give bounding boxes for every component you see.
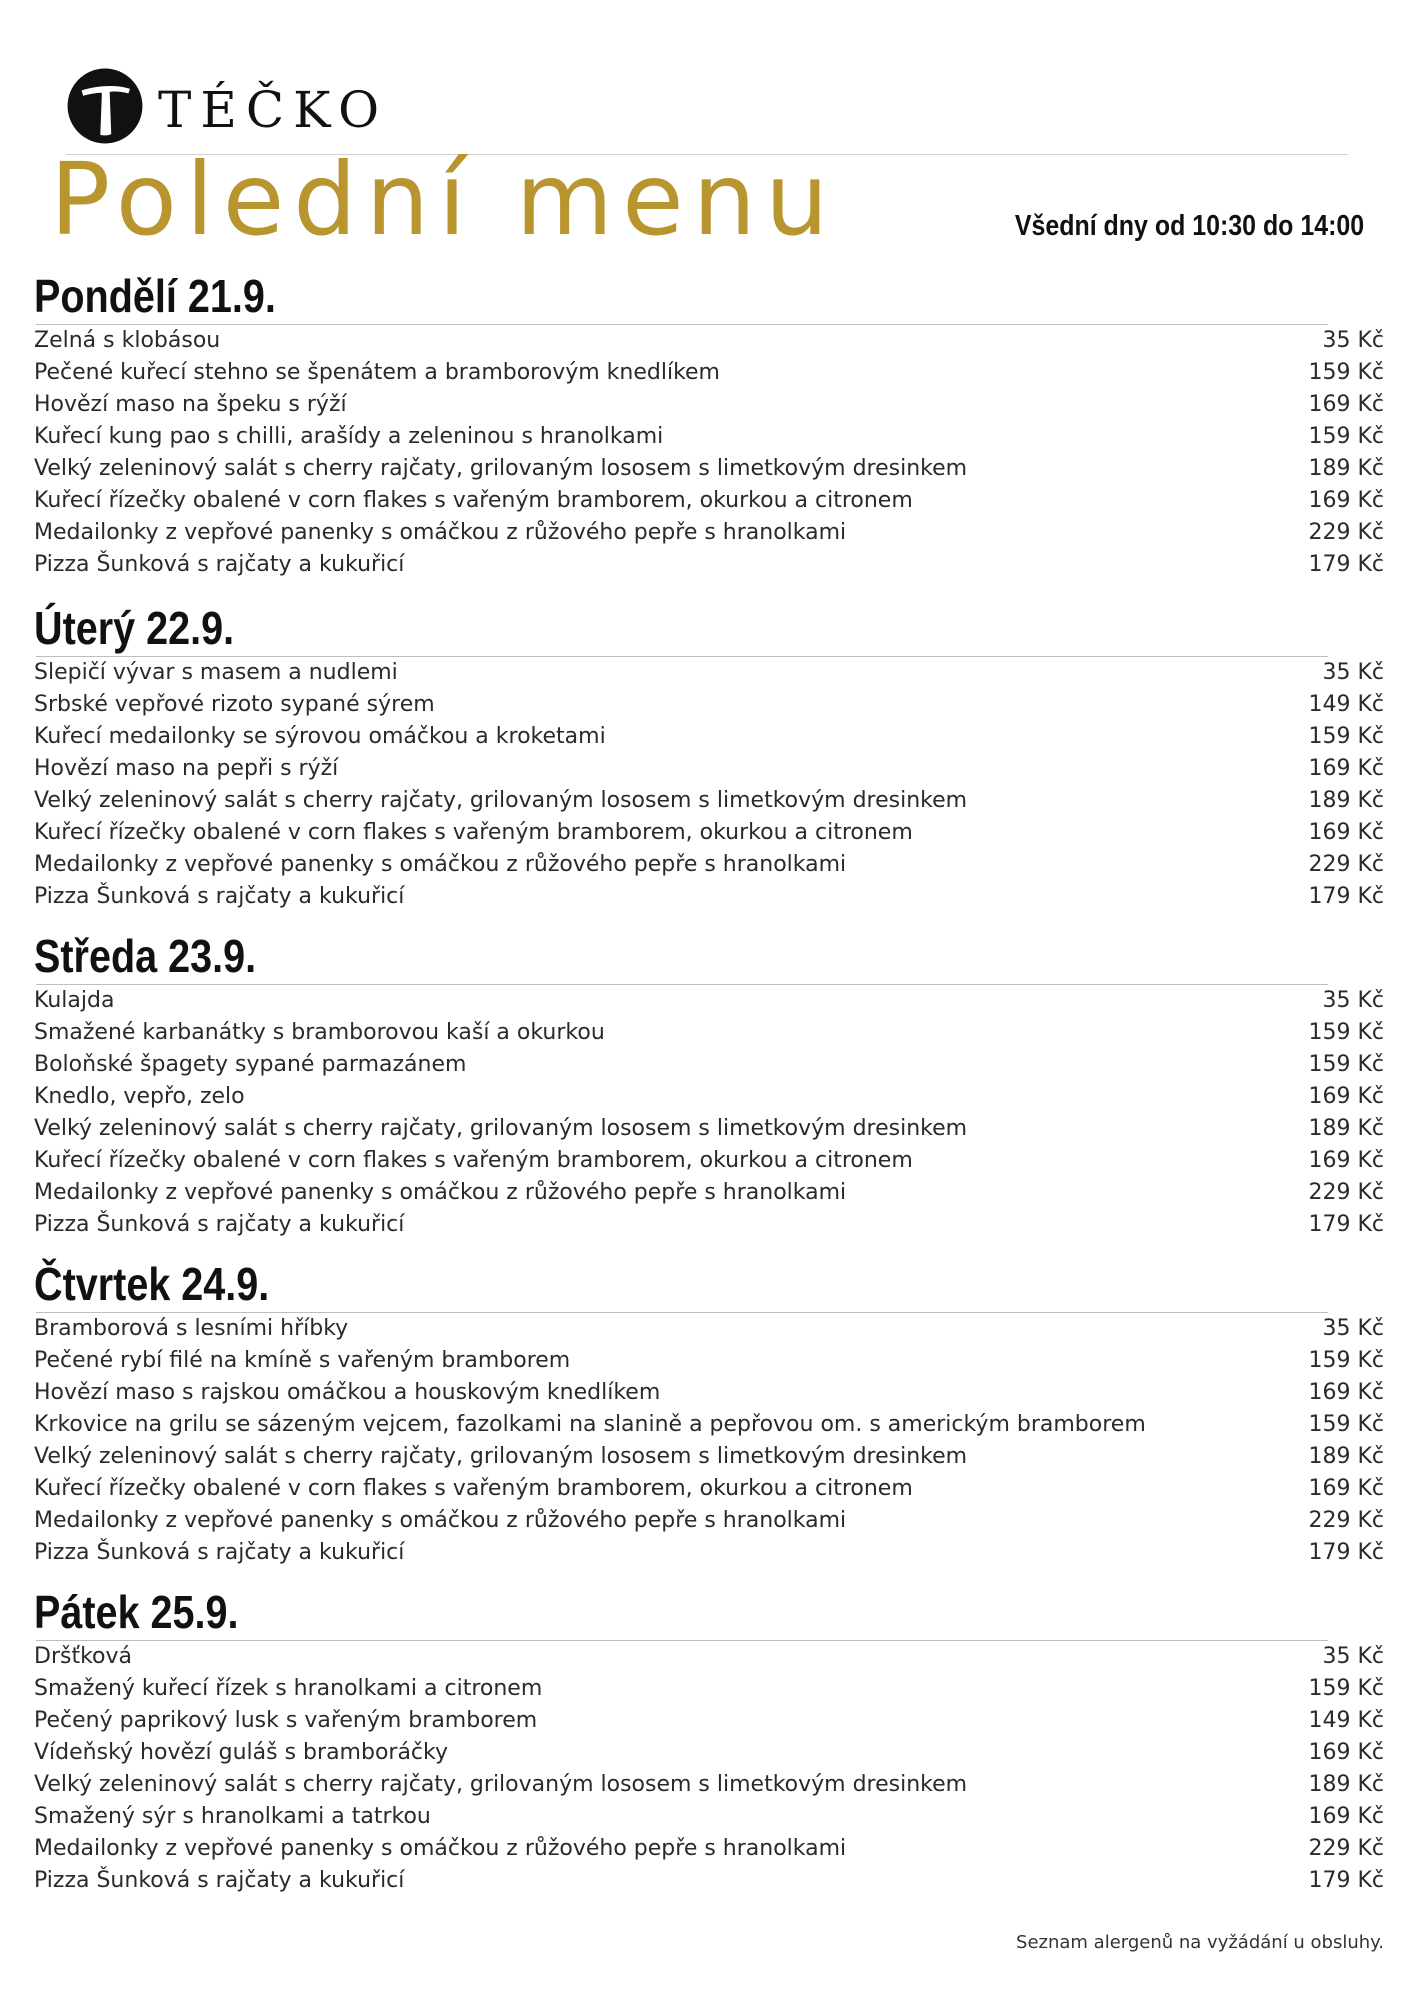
menu-item-price: 159 Kč [1308,1020,1384,1045]
menu-item [34,485,1384,517]
page-title: Polední menu [50,141,838,258]
menu-item-name: Kuřecí řízečky obalené v corn flakes s vařeným bramborem, okurkou a citronem [34,820,913,845]
menu-item [34,1537,1384,1569]
menu-item-price: 189 Kč [1308,456,1384,481]
menu-item-price: 159 Kč [1308,1052,1384,1077]
menu-item-price: 35 Kč [1322,1316,1384,1341]
menu-item [34,1113,1384,1145]
menu-item-name: Velký zeleninový salát s cherry rajčaty, grilovaným lososem s limetkovým dresinkem [34,1444,968,1469]
menu-item-price: 229 Kč [1308,852,1384,877]
menu-item-price: 169 Kč [1308,1740,1384,1765]
menu-item-price: 149 Kč [1308,1708,1384,1733]
menu-item-name: Knedlo, vepřo, zelo [34,1084,245,1109]
menu-item-name: Pečené kuřecí stehno se špenátem a bramborovým knedlíkem [34,360,720,385]
menu-item-price: 159 Kč [1308,1348,1384,1373]
menu-item [34,1345,1384,1377]
menu-item-name: Zelná s klobásou [34,328,221,353]
menu-list [34,325,1384,581]
menu-item-price: 169 Kč [1308,1148,1384,1173]
menu-item-name: Vídeňský hovězí guláš s bramboráčky [34,1740,449,1765]
menu-item [34,753,1384,785]
menu-list [34,985,1384,1241]
menu-item-name: Pečené rybí filé na kmíně s vařeným bramborem [34,1348,571,1373]
menu-item-name: Velký zeleninový salát s cherry rajčaty, grilovaným lososem s limetkovým dresinkem [34,1116,968,1141]
menu-item [34,1705,1384,1737]
menu-item-price: 189 Kč [1308,1772,1384,1797]
brand-logo-icon [66,67,144,145]
menu-item-price: 179 Kč [1308,1212,1384,1237]
menu-item-price: 169 Kč [1308,1476,1384,1501]
menu-item-name: Slepičí vývar s masem a nudlemi [34,660,398,685]
day-section-thursday [34,1256,1384,1569]
menu-item [34,1833,1384,1865]
menu-item [34,1377,1384,1409]
menu-item-name: Medailonky z vepřové panenky s omáčkou z růžového pepře s hranolkami [34,1508,847,1533]
menu-item-price: 229 Kč [1308,1508,1384,1533]
menu-item [34,689,1384,721]
day-title: Pondělí 21.9. [34,270,276,322]
menu-item-price: 229 Kč [1308,520,1384,545]
menu-item [34,1641,1384,1673]
menu-item [34,785,1384,817]
menu-item-price: 159 Kč [1308,1412,1384,1437]
menu-item [34,453,1384,485]
menu-item-name: Hovězí maso na špeku s rýží [34,392,347,417]
day-section-wednesday [34,928,1384,1241]
menu-item [34,1313,1384,1345]
menu-item [34,849,1384,881]
menu-item-price: 179 Kč [1308,1868,1384,1893]
menu-item-name: Pizza Šunková s rajčaty a kukuřicí [34,884,405,909]
menu-item-name: Hovězí maso s rajskou omáčkou a houskovým knedlíkem [34,1380,661,1405]
menu-item-name: Boloňské špagety sypané parmazánem [34,1052,467,1077]
menu-item-name: Krkovice na grilu se sázeným vejcem, fazolkami na slanině a pepřovou om. s americkým bramborem [34,1412,1146,1437]
menu-item [34,721,1384,753]
opening-hours: Všední dny od 10:30 do 14:00 [1014,210,1364,242]
brand-logo [66,66,388,146]
menu-item [34,1017,1384,1049]
menu-item-price: 189 Kč [1308,788,1384,813]
menu-item [34,1673,1384,1705]
day-title: Čtvrtek 24.9. [34,1258,270,1310]
menu-item-name: Medailonky z vepřové panenky s omáčkou z růžového pepře s hranolkami [34,1180,847,1205]
menu-item [34,1769,1384,1801]
menu-item-price: 169 Kč [1308,488,1384,513]
menu-item [34,1081,1384,1113]
menu-item-price: 169 Kč [1308,1084,1384,1109]
menu-item-name: Pizza Šunková s rajčaty a kukuřicí [34,1868,405,1893]
allergen-note: Seznam alergenů na vyžádání u obsluhy. [1016,1932,1384,1953]
menu-item-price: 35 Kč [1322,328,1384,353]
menu-item [34,881,1384,913]
menu-item-name: Medailonky z vepřové panenky s omáčkou z růžového pepře s hranolkami [34,1836,847,1861]
menu-item [34,357,1384,389]
menu-item [34,1177,1384,1209]
menu-item-name: Srbské vepřové rizoto sypané sýrem [34,692,435,717]
menu-item [34,1049,1384,1081]
menu-item-price: 179 Kč [1308,884,1384,909]
menu-item-price: 169 Kč [1308,756,1384,781]
day-section-tuesday [34,600,1384,913]
day-title: Pátek 25.9. [34,1586,239,1638]
menu-item-price: 229 Kč [1308,1836,1384,1861]
menu-item-price: 179 Kč [1308,1540,1384,1565]
menu-item-price: 229 Kč [1308,1180,1384,1205]
menu-item-name: Medailonky z vepřové panenky s omáčkou z růžového pepře s hranolkami [34,852,847,877]
menu-item [34,985,1384,1017]
menu-item-name: Pečený paprikový lusk s vařeným bramborem [34,1708,538,1733]
menu-item-name: Kuřecí řízečky obalené v corn flakes s vařeným bramborem, okurkou a citronem [34,488,913,513]
menu-item-name: Kulajda [34,988,115,1013]
menu-item [34,517,1384,549]
menu-item-name: Pizza Šunková s rajčaty a kukuřicí [34,552,405,577]
menu-item [34,549,1384,581]
menu-item [34,389,1384,421]
menu-item-price: 159 Kč [1308,724,1384,749]
menu-item-price: 149 Kč [1308,692,1384,717]
day-title: Úterý 22.9. [34,602,235,654]
menu-item [34,1441,1384,1473]
menu-item [34,1145,1384,1177]
brand-name: TÉČKO [158,81,389,139]
menu-item [34,1737,1384,1769]
menu-item-name: Smažený sýr s hranolkami a tatrkou [34,1804,431,1829]
menu-item-price: 35 Kč [1322,988,1384,1013]
menu-item-name: Pizza Šunková s rajčaty a kukuřicí [34,1212,405,1237]
menu-item-name: Kuřecí řízečky obalené v corn flakes s vařeným bramborem, okurkou a citronem [34,1476,913,1501]
menu-item-name: Kuřecí kung pao s chilli, arašídy a zeleninou s hranolkami [34,424,664,449]
menu-item [34,421,1384,453]
menu-item-name: Kuřecí medailonky se sýrovou omáčkou a kroketami [34,724,606,749]
menu-item-price: 159 Kč [1308,1676,1384,1701]
menu-item [34,325,1384,357]
menu-item [34,1209,1384,1241]
menu-item-name: Velký zeleninový salát s cherry rajčaty, grilovaným lososem s limetkovým dresinkem [34,456,968,481]
menu-item-name: Smažený kuřecí řízek s hranolkami a citronem [34,1676,543,1701]
day-title: Středa 23.9. [34,930,257,982]
menu-item [34,1801,1384,1833]
menu-list [34,1641,1384,1897]
day-section-monday [34,268,1384,581]
menu-item-name: Bramborová s lesními hříbky [34,1316,349,1341]
menu-list [34,657,1384,913]
menu-item-name: Medailonky z vepřové panenky s omáčkou z růžového pepře s hranolkami [34,520,847,545]
menu-item-name: Velký zeleninový salát s cherry rajčaty, grilovaným lososem s limetkovým dresinkem [34,788,968,813]
menu-item [34,817,1384,849]
menu-item-price: 169 Kč [1308,1380,1384,1405]
day-section-friday [34,1584,1384,1897]
menu-item-price: 159 Kč [1308,360,1384,385]
menu-item-price: 159 Kč [1308,424,1384,449]
menu-item-price: 169 Kč [1308,1804,1384,1829]
menu-item [34,1473,1384,1505]
menu-item-price: 189 Kč [1308,1444,1384,1469]
menu-item-price: 189 Kč [1308,1116,1384,1141]
menu-item-price: 35 Kč [1322,1644,1384,1669]
menu-item-price: 169 Kč [1308,820,1384,845]
menu-item-name: Hovězí maso na pepři s rýží [34,756,339,781]
menu-item-price: 169 Kč [1308,392,1384,417]
menu-item [34,1865,1384,1897]
menu-item-name: Pizza Šunková s rajčaty a kukuřicí [34,1540,405,1565]
menu-item-name: Dršťková [34,1644,132,1669]
menu-item-price: 179 Kč [1308,552,1384,577]
menu-list [34,1313,1384,1569]
menu-item [34,657,1384,689]
menu-item-price: 35 Kč [1322,660,1384,685]
menu-item-name: Kuřecí řízečky obalené v corn flakes s vařeným bramborem, okurkou a citronem [34,1148,913,1173]
menu-item-name: Smažené karbanátky s bramborovou kaší a okurkou [34,1020,605,1045]
menu-item-name: Velký zeleninový salát s cherry rajčaty, grilovaným lososem s limetkovým dresinkem [34,1772,968,1797]
menu-item [34,1505,1384,1537]
menu-item [34,1409,1384,1441]
